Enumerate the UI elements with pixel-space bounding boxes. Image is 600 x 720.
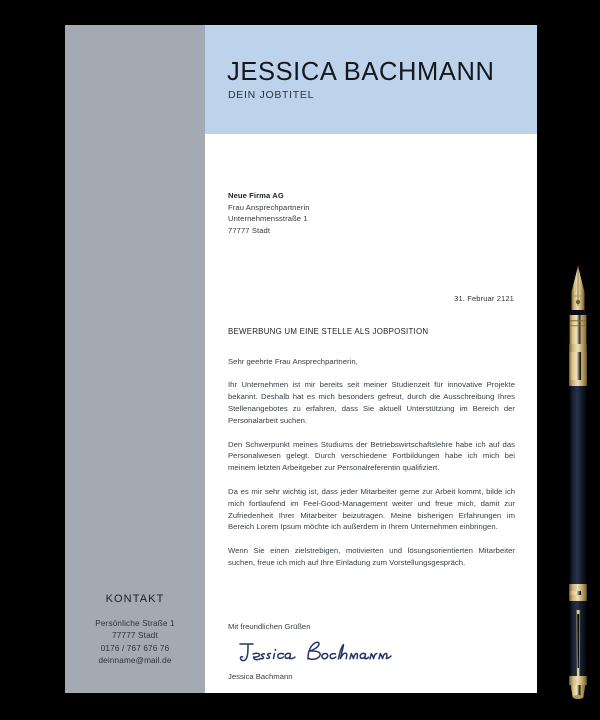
signed-name: Jessica Bachmann <box>228 671 293 681</box>
paragraph-1: Ihr Unternehmen ist mir bereits seit meiner Studienzeit für innovative Projekte bekannt. Deshalb hat es mich besonders gefreut, durch die Ausschreibung Ihres Stellenangebotes zu erfahren, dass Sie aktuell Unterstützung im Bereich der Personalarbeit suchen. <box>228 380 515 426</box>
contact-block <box>65 593 205 668</box>
recipient-address <box>228 190 310 236</box>
letter-date: 31. Februar 2121 <box>454 294 514 303</box>
contact-city: 77777 Stadt <box>112 631 158 641</box>
header-band <box>205 25 537 134</box>
contact-phone: 0176 / 767 676 76 <box>100 643 170 653</box>
contact-email: deinname@mail.de <box>98 656 172 666</box>
closing-line: Mit freundlichen Grüßen <box>228 622 311 631</box>
handwritten-signature-icon <box>236 639 515 670</box>
recipient-person: Frau Ansprechpartnerin <box>228 202 310 212</box>
letter-body <box>205 134 537 693</box>
paragraph-2: Den Schwerpunkt meines Studiums der Betriebswirtschaftslehre habe ich auf das Personalwesen gelegt. Durch verschiedene Fortbildungen habe ich mich bei meinem letzten Arbeitgeber zur Personalreferentin qualifiziert. <box>228 439 515 473</box>
recipient-company: Neue Firma AG <box>228 191 284 200</box>
applicant-job-title: DEIN JOBTITEL <box>228 89 315 101</box>
letter-subject: BEWERBUNG UM EINE STELLE ALS JOBPOSITION <box>228 327 429 336</box>
salutation: Sehr geehrte Frau Ansprechpartnerin, <box>228 357 358 366</box>
contact-heading: KONTAKT <box>105 592 165 605</box>
recipient-street: Unternehmensstraße 1 <box>228 214 308 224</box>
fountain-pen-icon <box>556 262 600 707</box>
letter-paragraphs <box>228 356 515 580</box>
letter-page <box>65 25 537 693</box>
closing-block <box>228 621 515 681</box>
recipient-city: 77777 Stadt <box>228 225 271 235</box>
sidebar-panel <box>65 25 205 693</box>
paragraph-4: Wenn Sie einen zielstrebigen, motivierten und lösungsorientierten Mitarbeiter suchen, freue ich mich auf Ihre Einladung zum Vorstellungsgespräch. <box>228 545 515 567</box>
contact-street: Persönliche Straße 1 <box>95 618 175 628</box>
paragraph-3: Da es mir sehr wichtig ist, dass jeder Mitarbeiter gerne zur Arbeit kommt, bilde ich mich fortlaufend im Feel-Good-Management weiter und freue mich, damit zur Zufriedenheit Ihrer Mitarbeiter beizutragen. Meine bisherigen Erfahrungen im Bereich Lorem Ipsum möchte ich außerdem in Ihrem Unternehmen einbringen. <box>228 486 515 532</box>
applicant-name: JESSICA BACHMANN <box>227 58 495 86</box>
